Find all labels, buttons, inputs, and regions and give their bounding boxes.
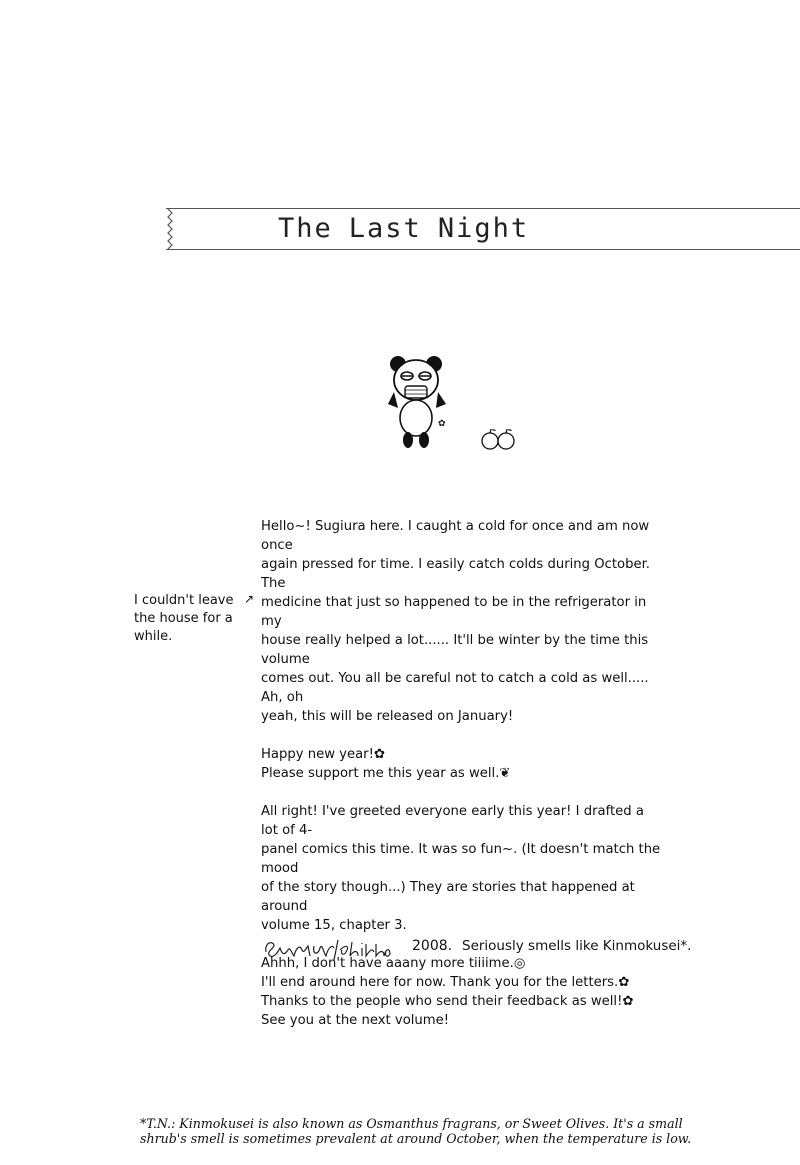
letter-line: See you at the next volume! <box>261 1013 450 1028</box>
arrow-icon: ↗ <box>244 592 255 606</box>
signature-note: Seriously smells like Kinmokusei*. <box>462 938 692 954</box>
panda-illustration <box>386 352 448 452</box>
letter-paragraph <box>261 954 661 1030</box>
title-band <box>166 208 800 250</box>
letter-line: Ahhh, I don't have aaany more tiiiime.◎ <box>261 956 526 971</box>
letter-line: Thanks to the people who send their feedback as well!✿ <box>261 994 634 1009</box>
handwritten-signature <box>262 934 412 962</box>
title-word-3: Night <box>437 213 530 244</box>
letter-line: panel comics this time. It was so fun~. (It doesn't match the mood <box>261 842 661 876</box>
letter-line: of the story though...) They are stories that happened at around <box>261 880 635 914</box>
svg-text:✿: ✿ <box>438 419 446 429</box>
signature-line <box>262 934 692 962</box>
letter-paragraph <box>261 517 661 726</box>
letter-line: Happy new year!✿ <box>261 747 385 762</box>
letter-line: again pressed for time. I easily catch colds during October. The <box>261 557 650 591</box>
letter-line: medicine that just so happened to be in the refrigerator in my <box>261 595 647 629</box>
letter-line: yeah, this will be released on January! <box>261 709 514 724</box>
letter-paragraph <box>261 802 661 935</box>
letter-line: volume 15, chapter 3. <box>261 918 407 933</box>
letter-line: comes out. You all be careful not to catch a cold as well..... Ah, oh <box>261 671 649 705</box>
author-letter <box>261 517 661 1049</box>
torn-edge-decoration <box>166 209 176 249</box>
letter-line: house really helped a lot...... It'll be winter by the time this volume <box>261 633 649 667</box>
translator-note <box>140 1116 710 1146</box>
side-note-text: I couldn't leave the house for a while. <box>134 593 234 644</box>
translator-note-line: *T.N.: Kinmokusei is also known as Osmanthus fragrans, or Sweet Olives. It's a small <box>140 1116 683 1131</box>
title-word-1: The <box>278 213 333 244</box>
translator-note-line: shrub's smell is sometimes prevalent at around October, when the temperature is low. <box>140 1131 692 1146</box>
letter-line: Hello~! Sugiura here. I caught a cold for once and am now once <box>261 519 650 553</box>
page-title <box>278 213 529 244</box>
letter-line: Please support me this year as well.❦ <box>261 766 511 781</box>
side-note <box>134 592 255 646</box>
signature-year: 2008. <box>412 938 453 954</box>
letter-line: I'll end around here for now. Thank you for the letters.✿ <box>261 975 630 990</box>
letter-line: All right! I've greeted everyone early this year! I drafted a lot of 4- <box>261 804 644 838</box>
title-word-2: Last <box>348 213 422 244</box>
oranges-illustration <box>479 424 519 454</box>
letter-paragraph <box>261 745 661 783</box>
